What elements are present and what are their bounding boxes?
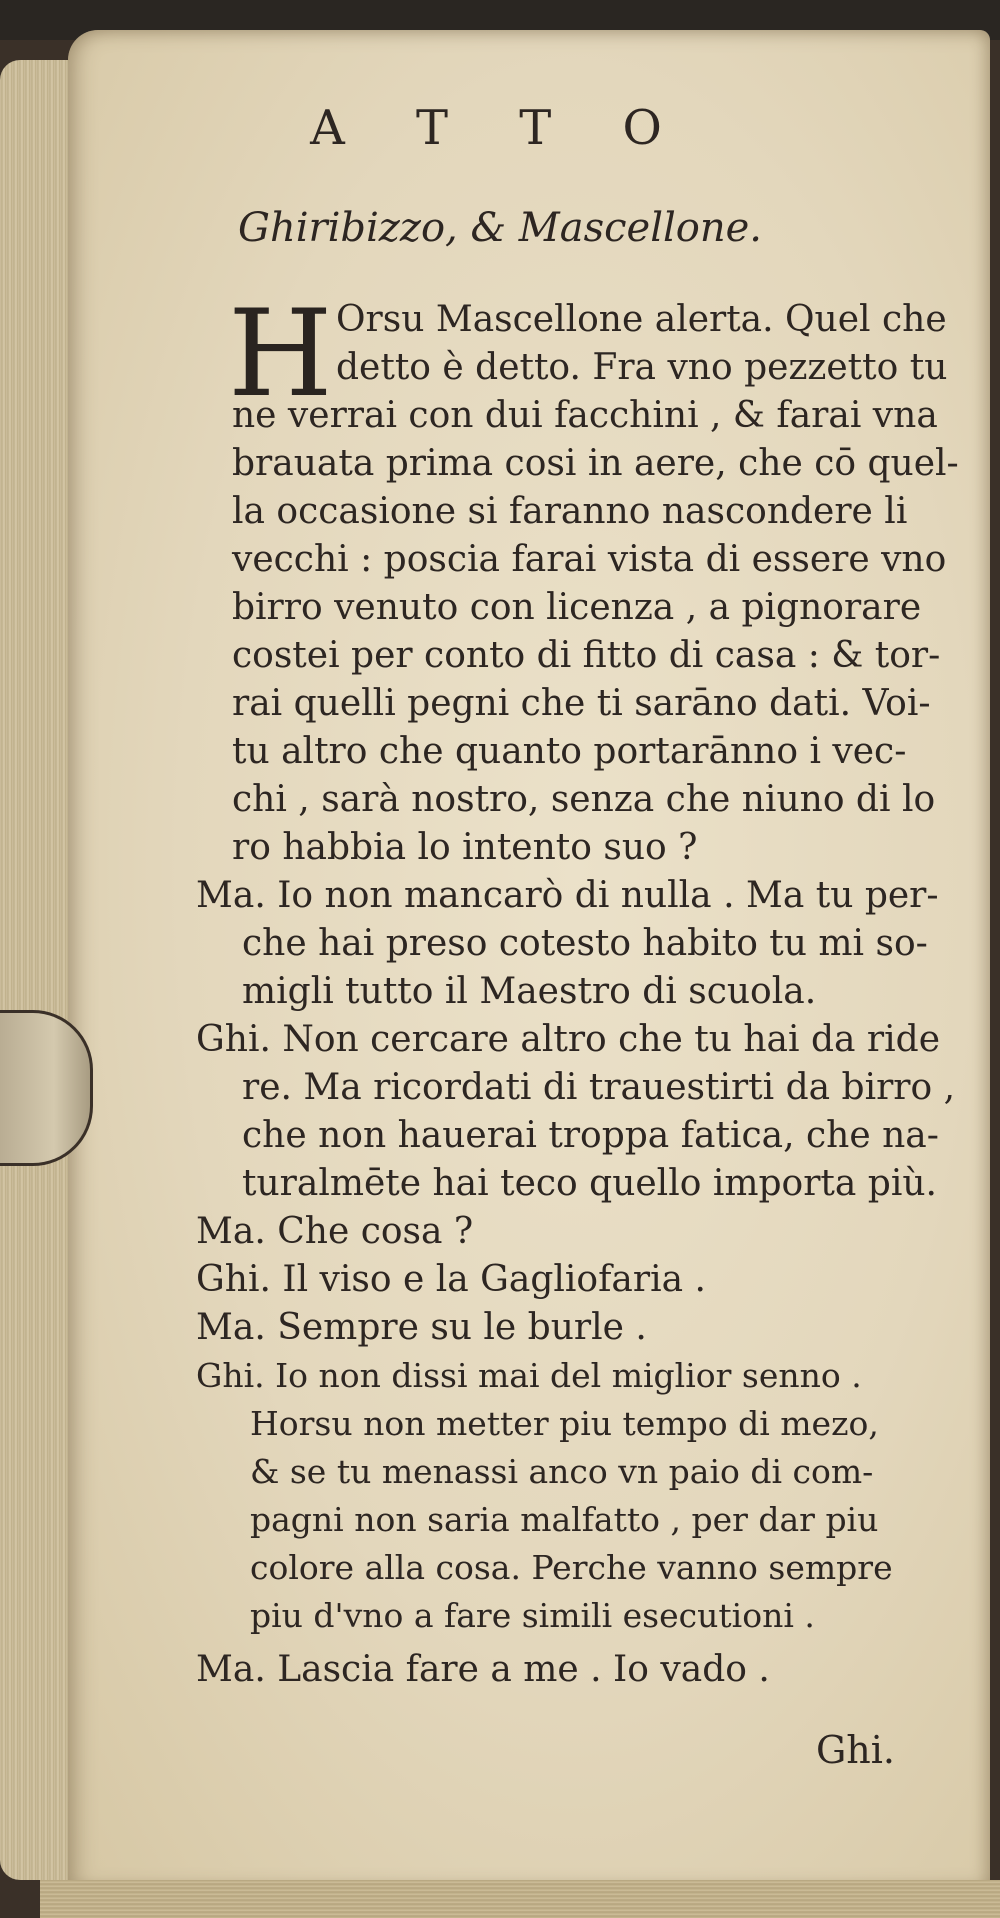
text-line: Ghi. Io non dissi mai del miglior senno . <box>196 1356 862 1395</box>
running-head: A T T O <box>310 100 690 156</box>
text-line: re. Ma ricordati di trauestirti da birro , <box>242 1067 956 1108</box>
text-line: brauata prima cosi in aere, che cō quel- <box>232 443 959 484</box>
text-line: vecchi : poscia farai vista di essere vno <box>232 539 947 580</box>
text-line: pagni non saria malfatto , per dar piu <box>250 1500 879 1539</box>
text-line: Ma. Io non mancarò di nulla . Ma tu per- <box>196 875 939 916</box>
text-line: Orsu Mascellone alerta. Quel che <box>336 299 947 340</box>
scene-heading: Ghiribizzo, & Mascellone. <box>237 205 763 251</box>
text-line: Ghi. Non cercare altro che tu hai da ride <box>196 1019 940 1060</box>
text-line: detto è detto. Fra vno pezzetto tu <box>336 347 948 388</box>
text-line: Ma. Che cosa ? <box>196 1211 474 1252</box>
bottom-page-edges <box>40 1880 1000 1918</box>
drop-cap: H <box>228 285 333 424</box>
text-line: ne verrai con dui facchini , & farai vna <box>232 395 938 436</box>
text-line: costei per conto di fitto di casa : & tor- <box>232 635 941 676</box>
text-line: migli tutto il Maestro di scuola. <box>242 971 817 1012</box>
text-line: Horsu non metter piu tempo di mezo, <box>250 1404 879 1443</box>
text-line: & se tu menassi anco vn paio di com- <box>250 1452 874 1491</box>
text-line: birro venuto con licenza , a pignorare <box>232 587 922 628</box>
text-line: turalmēte hai teco quello importa più. <box>242 1163 937 1204</box>
page-clip <box>0 1010 93 1166</box>
text-line: tu altro che quanto portarānno i vec- <box>232 731 907 772</box>
text-line: colore alla cosa. Perche vanno sempre <box>250 1548 893 1587</box>
text-line: piu d'vno a fare simili esecutioni . <box>250 1596 815 1635</box>
text-line: Ma. Lascia fare a me . Io vado . <box>196 1649 770 1690</box>
text-line: ro habbia lo intento suo ? <box>232 827 698 868</box>
text-line: chi , sarà nostro, senza che niuno di lo <box>232 779 936 820</box>
text-line: rai quelli pegni che ti sarāno dati. Voi- <box>232 683 931 724</box>
text-line: Ghi. Il viso e la Gagliofaria . <box>196 1259 706 1300</box>
text-line: la occasione si faranno nascondere li <box>232 491 908 532</box>
text-line: che hai preso cotesto habito tu mi so- <box>242 923 928 964</box>
text-line: Ma. Sempre su le burle . <box>196 1307 647 1348</box>
text-line: che non hauerai troppa fatica, che na- <box>242 1115 939 1156</box>
catchword: Ghi. <box>815 1728 895 1772</box>
